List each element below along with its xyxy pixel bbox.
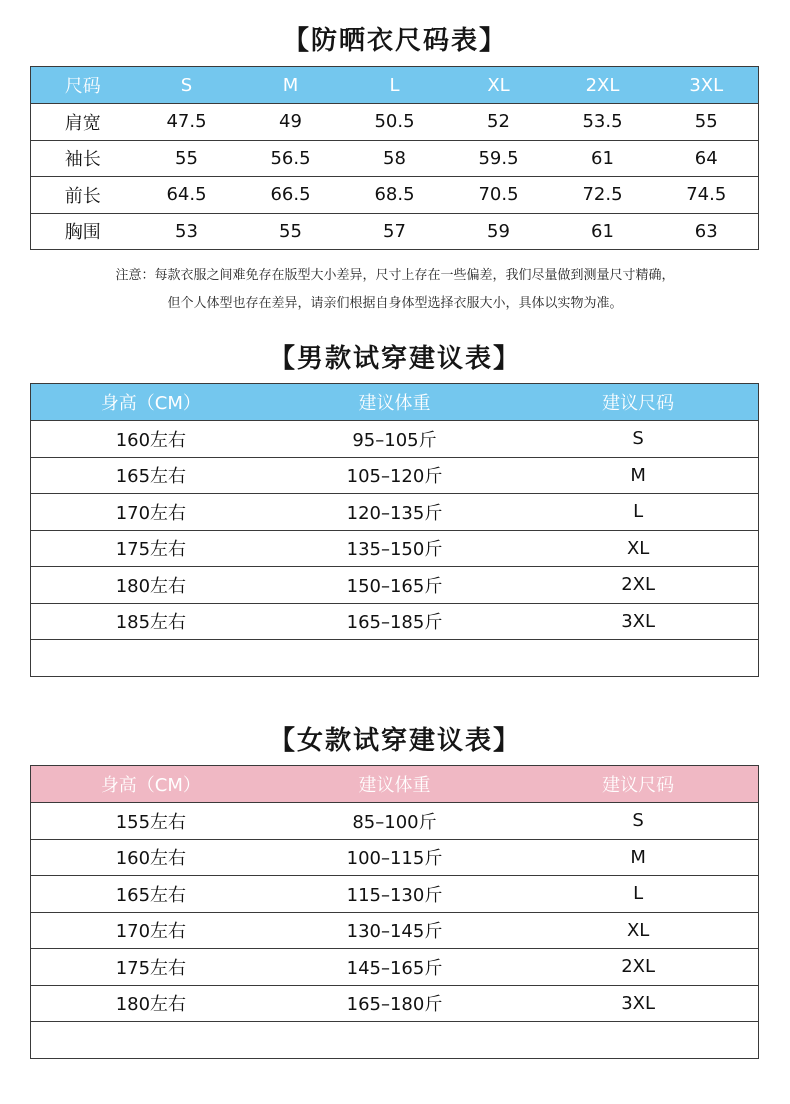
weight-cell: 145–165斤: [271, 949, 519, 986]
weight-cell: 165–180斤: [271, 985, 519, 1022]
height-cell: [31, 640, 271, 677]
size-cell: 2XL: [518, 949, 758, 986]
table-row: [31, 177, 759, 214]
header-cell-weight: 建议体重: [271, 766, 519, 803]
size-chart-header-row: [31, 67, 759, 104]
size-s-cell: 53: [135, 213, 239, 250]
weight-cell: 85–100斤: [271, 803, 519, 840]
height-cell: 170左右: [31, 494, 271, 531]
weight-cell: 120–135斤: [271, 494, 519, 531]
note-line-2: 但个人体型也存在差异，请亲们根据自身体型选择衣服大小，具体以实物为准。: [167, 296, 623, 311]
men-chart-title: 【男款试穿建议表】: [268, 344, 521, 374]
women-chart-table: [30, 765, 759, 1059]
table-row: [31, 494, 759, 531]
table-row: [31, 530, 759, 567]
size-cell: M: [518, 457, 758, 494]
size-s-cell: 55: [135, 140, 239, 177]
row-label-cell: 袖长: [31, 140, 135, 177]
size-cell: XL: [518, 912, 758, 949]
weight-cell: [271, 1022, 519, 1059]
size-cell: XL: [518, 530, 758, 567]
table-row: [31, 949, 759, 986]
women-chart-header-row: [31, 766, 759, 803]
weight-cell: 165–185斤: [271, 603, 519, 640]
size-chart-table: [30, 66, 759, 250]
table-row: [31, 213, 759, 250]
table-row: [31, 140, 759, 177]
header-cell-size: 尺码: [31, 67, 135, 104]
size-l-cell: 57: [343, 213, 447, 250]
women-chart-title: 【女款试穿建议表】: [268, 726, 521, 756]
height-cell: 160左右: [31, 421, 271, 458]
size-m-cell: 49: [239, 104, 343, 141]
weight-cell: 135–150斤: [271, 530, 519, 567]
weight-cell: 115–130斤: [271, 876, 519, 913]
header-cell-2xl: 2XL: [551, 67, 655, 104]
height-cell: 180左右: [31, 567, 271, 604]
table-row: [31, 421, 759, 458]
table-row: [31, 603, 759, 640]
table-row: [31, 1022, 759, 1059]
header-cell-l: L: [343, 67, 447, 104]
size-xl-cell: 52: [447, 104, 551, 141]
size-cell: 2XL: [518, 567, 758, 604]
men-chart-header-row: [31, 384, 759, 421]
table-row: [31, 985, 759, 1022]
size-xl-cell: 59.5: [447, 140, 551, 177]
size-3xl-cell: 74.5: [655, 177, 759, 214]
size-cell: L: [518, 494, 758, 531]
size-cell: 3XL: [518, 985, 758, 1022]
size-3xl-cell: 64: [655, 140, 759, 177]
weight-cell: 130–145斤: [271, 912, 519, 949]
height-cell: 160左右: [31, 839, 271, 876]
size-cell: [518, 1022, 758, 1059]
header-cell-weight: 建议体重: [271, 384, 519, 421]
height-cell: 170左右: [31, 912, 271, 949]
size-2xl-cell: 53.5: [551, 104, 655, 141]
size-chart-title: 【防晒衣尺码表】: [282, 26, 507, 56]
weight-cell: 105–120斤: [271, 457, 519, 494]
size-s-cell: 47.5: [135, 104, 239, 141]
row-label-cell: 肩宽: [31, 104, 135, 141]
height-cell: [31, 1022, 271, 1059]
weight-cell: 100–115斤: [271, 839, 519, 876]
size-m-cell: 66.5: [239, 177, 343, 214]
size-2xl-cell: 72.5: [551, 177, 655, 214]
header-cell-xl: XL: [447, 67, 551, 104]
height-cell: 175左右: [31, 530, 271, 567]
size-xl-cell: 59: [447, 213, 551, 250]
weight-cell: [271, 640, 519, 677]
height-cell: 175左右: [31, 949, 271, 986]
header-cell-m: M: [239, 67, 343, 104]
header-cell-recommended-size: 建议尺码: [518, 384, 758, 421]
table-row: [31, 912, 759, 949]
height-cell: 165左右: [31, 876, 271, 913]
header-cell-recommended-size: 建议尺码: [518, 766, 758, 803]
size-2xl-cell: 61: [551, 140, 655, 177]
size-2xl-cell: 61: [551, 213, 655, 250]
size-3xl-cell: 55: [655, 104, 759, 141]
header-cell-3xl: 3XL: [655, 67, 759, 104]
table-row: [31, 803, 759, 840]
men-chart-table: [30, 383, 759, 677]
header-cell-height: 身高（CM）: [31, 384, 271, 421]
row-label-cell: 前长: [31, 177, 135, 214]
size-cell: 3XL: [518, 603, 758, 640]
table-row: [31, 876, 759, 913]
size-cell: M: [518, 839, 758, 876]
header-cell-height: 身高（CM）: [31, 766, 271, 803]
size-cell: L: [518, 876, 758, 913]
weight-cell: 95–105斤: [271, 421, 519, 458]
height-cell: 180左右: [31, 985, 271, 1022]
size-l-cell: 58: [343, 140, 447, 177]
size-s-cell: 64.5: [135, 177, 239, 214]
table-row: [31, 640, 759, 677]
size-cell: S: [518, 803, 758, 840]
size-cell: S: [518, 421, 758, 458]
height-cell: 185左右: [31, 603, 271, 640]
size-l-cell: 50.5: [343, 104, 447, 141]
size-m-cell: 56.5: [239, 140, 343, 177]
header-cell-s: S: [135, 67, 239, 104]
table-row: [31, 567, 759, 604]
height-cell: 165左右: [31, 457, 271, 494]
table-row: [31, 104, 759, 141]
height-cell: 155左右: [31, 803, 271, 840]
table-row: [31, 839, 759, 876]
note-line-1: 注意：每款衣服之间难免存在版型大小差异，尺寸上存在一些偏差，我们尽量做到测量尺寸精确，: [115, 268, 675, 283]
weight-cell: 150–165斤: [271, 567, 519, 604]
size-l-cell: 68.5: [343, 177, 447, 214]
row-label-cell: 胸围: [31, 213, 135, 250]
size-cell: [518, 640, 758, 677]
size-3xl-cell: 63: [655, 213, 759, 250]
size-xl-cell: 70.5: [447, 177, 551, 214]
table-row: [31, 457, 759, 494]
size-m-cell: 55: [239, 213, 343, 250]
